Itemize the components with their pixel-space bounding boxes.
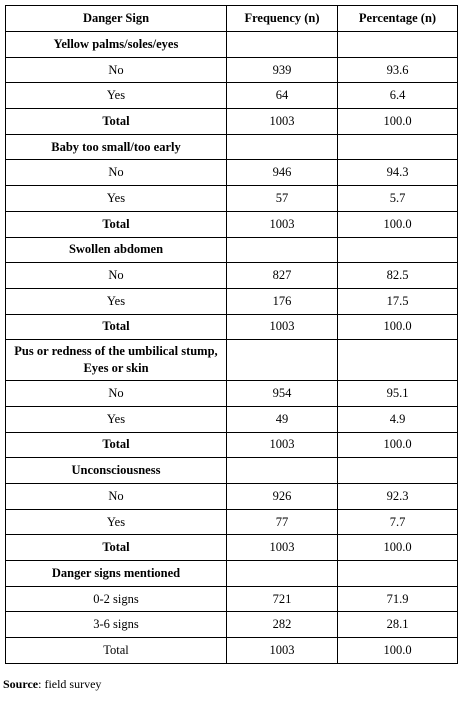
row-label: Total <box>6 432 227 458</box>
row-frequency: 946 <box>227 160 338 186</box>
row-label: No <box>6 484 227 510</box>
section-header-row <box>6 340 458 381</box>
source-note <box>3 677 101 692</box>
row-label: Total <box>6 109 227 135</box>
table-row <box>6 484 458 510</box>
row-percentage: 82.5 <box>338 263 458 289</box>
row-percentage: 100.0 <box>338 211 458 237</box>
section-title: Unconsciousness <box>6 458 227 484</box>
row-label: Yes <box>6 83 227 109</box>
row-percentage: 100.0 <box>338 432 458 458</box>
row-frequency: 176 <box>227 288 338 314</box>
section-header-row <box>6 32 458 58</box>
row-percentage: 28.1 <box>338 612 458 638</box>
section-title: Yellow palms/soles/eyes <box>6 32 227 58</box>
row-label: Total <box>6 638 227 664</box>
table-row <box>6 186 458 212</box>
table-row <box>6 263 458 289</box>
header-percentage: Percentage (n) <box>338 6 458 32</box>
row-percentage: 92.3 <box>338 484 458 510</box>
row-percentage: 4.9 <box>338 406 458 432</box>
source-label: Source <box>3 677 39 691</box>
row-frequency: 1003 <box>227 314 338 340</box>
table-row <box>6 406 458 432</box>
row-frequency: 64 <box>227 83 338 109</box>
header-frequency: Frequency (n) <box>227 6 338 32</box>
row-label: Total <box>6 314 227 340</box>
row-frequency: 1003 <box>227 432 338 458</box>
row-frequency: 827 <box>227 263 338 289</box>
total-row <box>6 432 458 458</box>
row-percentage: 100.0 <box>338 535 458 561</box>
section-header-row <box>6 561 458 587</box>
row-percentage: 7.7 <box>338 509 458 535</box>
row-label: Total <box>6 211 227 237</box>
total-row <box>6 535 458 561</box>
row-percentage: 17.5 <box>338 288 458 314</box>
row-frequency: 1003 <box>227 638 338 664</box>
row-label: 0-2 signs <box>6 586 227 612</box>
row-label: No <box>6 381 227 407</box>
row-percentage: 6.4 <box>338 83 458 109</box>
section-title: Pus or redness of the umbilical stump, Eyes or skin <box>6 340 227 381</box>
header-row <box>6 6 458 32</box>
section-header-row <box>6 134 458 160</box>
row-label: Yes <box>6 406 227 432</box>
row-percentage: 100.0 <box>338 638 458 664</box>
row-percentage: 5.7 <box>338 186 458 212</box>
total-row <box>6 109 458 135</box>
row-label: Yes <box>6 186 227 212</box>
row-frequency: 57 <box>227 186 338 212</box>
row-frequency: 1003 <box>227 109 338 135</box>
row-percentage: 100.0 <box>338 314 458 340</box>
row-percentage: 71.9 <box>338 586 458 612</box>
row-frequency: 77 <box>227 509 338 535</box>
source-text: : field survey <box>38 677 102 691</box>
table-row <box>6 57 458 83</box>
section-title: Danger signs mentioned <box>6 561 227 587</box>
table-row <box>6 612 458 638</box>
total-row <box>6 638 458 664</box>
table-row <box>6 160 458 186</box>
table-row <box>6 586 458 612</box>
row-frequency: 939 <box>227 57 338 83</box>
row-percentage: 95.1 <box>338 381 458 407</box>
row-percentage: 100.0 <box>338 109 458 135</box>
row-frequency: 1003 <box>227 535 338 561</box>
total-row <box>6 211 458 237</box>
section-header-row <box>6 458 458 484</box>
row-frequency: 954 <box>227 381 338 407</box>
row-percentage: 94.3 <box>338 160 458 186</box>
row-label: No <box>6 160 227 186</box>
danger-signs-table <box>5 5 458 664</box>
table-row <box>6 288 458 314</box>
table-row <box>6 381 458 407</box>
row-frequency: 49 <box>227 406 338 432</box>
row-label: No <box>6 263 227 289</box>
row-frequency: 1003 <box>227 211 338 237</box>
table-row <box>6 83 458 109</box>
table-row <box>6 509 458 535</box>
row-label: No <box>6 57 227 83</box>
total-row <box>6 314 458 340</box>
row-label: Yes <box>6 288 227 314</box>
section-header-row <box>6 237 458 263</box>
section-title: Baby too small/too early <box>6 134 227 160</box>
row-label: 3-6 signs <box>6 612 227 638</box>
row-percentage: 93.6 <box>338 57 458 83</box>
header-danger-sign: Danger Sign <box>6 6 227 32</box>
row-frequency: 282 <box>227 612 338 638</box>
row-frequency: 926 <box>227 484 338 510</box>
row-label: Yes <box>6 509 227 535</box>
section-title: Swollen abdomen <box>6 237 227 263</box>
row-frequency: 721 <box>227 586 338 612</box>
row-label: Total <box>6 535 227 561</box>
